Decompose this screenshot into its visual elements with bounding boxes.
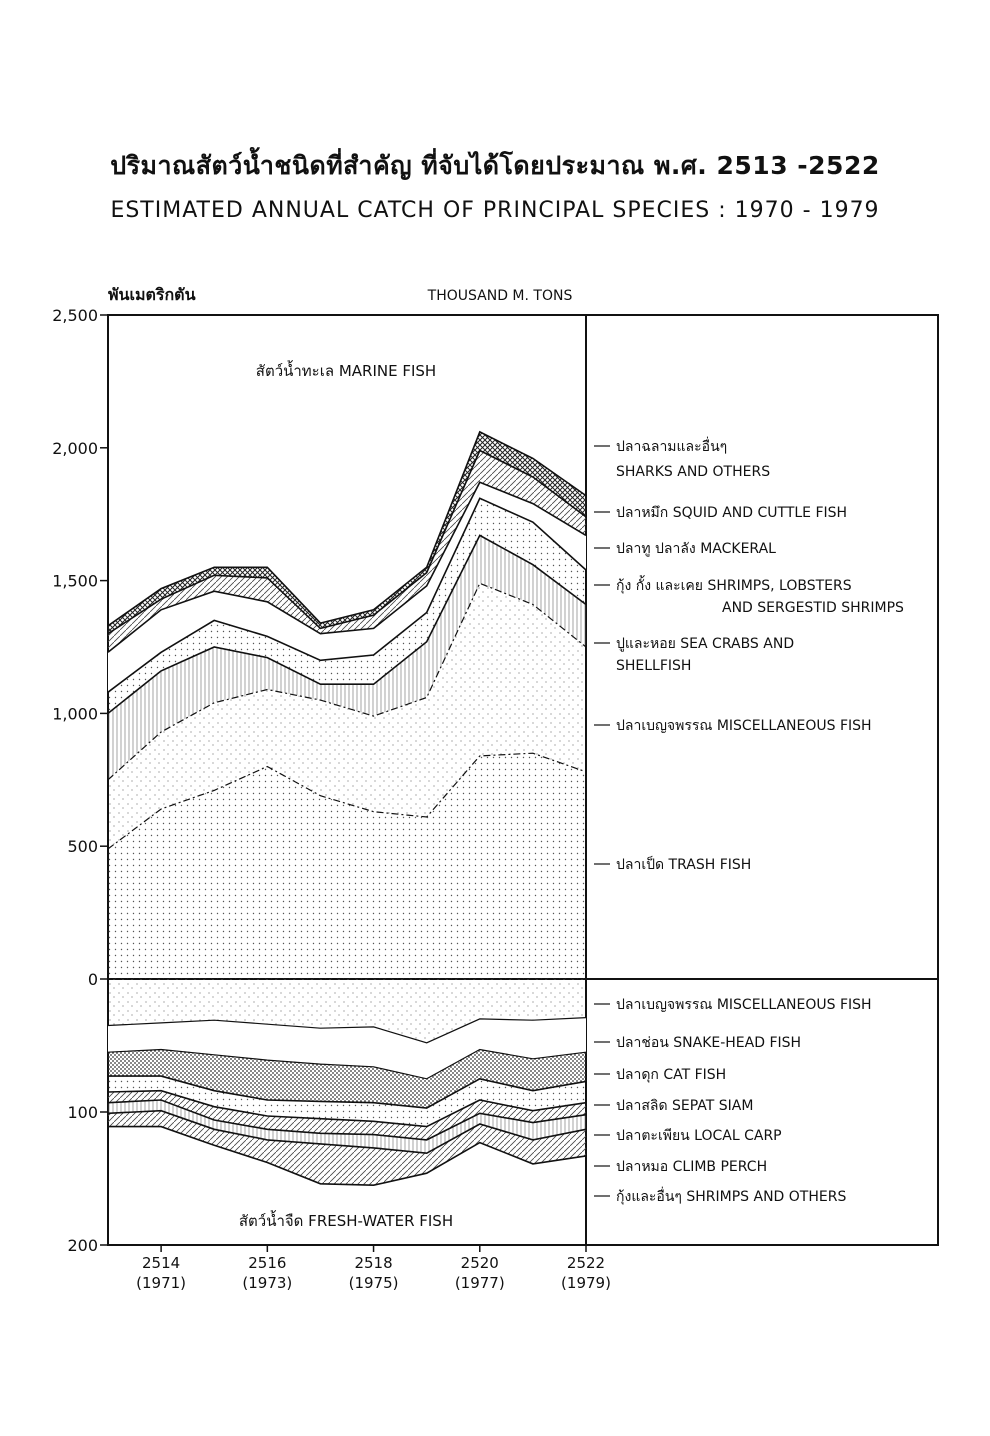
y-tick-label: 500	[67, 837, 98, 857]
x-tick-label-ce: (1979)	[561, 1274, 611, 1292]
x-tick-label-be: 2516	[248, 1254, 287, 1272]
freshwater-legend-item: ปลาดุก CAT FISH	[616, 1067, 727, 1083]
x-tick-label-be: 2514	[142, 1254, 181, 1272]
freshwater-section-label: สัตว์น้ำจืด FRESH-WATER FISH	[238, 1212, 454, 1230]
marine-legend-item: SHELLFISH	[616, 658, 692, 674]
x-tick-label-be: 2522	[566, 1254, 606, 1272]
x-tick-label-ce: (1977)	[454, 1274, 505, 1292]
marine-legend-item: กุ้ง กั้ง และเคย SHRIMPS, LOBSTERS	[616, 578, 852, 594]
x-tick-label-ce: (1973)	[242, 1274, 293, 1292]
y-tick-label: 2,000	[52, 438, 98, 458]
freshwater-legend-item: ปลาตะเพียน LOCAL CARP	[616, 1128, 782, 1144]
freshwater-legend-item: ปลาช่อน SNAKE-HEAD FISH	[616, 1035, 802, 1051]
y-tick-label: 1,500	[52, 571, 98, 591]
y-tick-label: 200	[67, 1236, 98, 1255]
unit-label-english: THOUSAND M. TONS	[427, 288, 573, 304]
y-axis-ticks	[52, 306, 108, 1255]
y-tick-label: 100	[67, 1103, 98, 1122]
marine-legend	[594, 437, 904, 873]
y-tick-label: 0	[87, 970, 98, 989]
x-tick-label-be: 2520	[460, 1254, 499, 1272]
freshwater-legend	[594, 997, 872, 1205]
unit-label-thai: พันเมตริกตัน	[108, 285, 196, 304]
freshwater-legend-item: ปลาเบญจพรรณ MISCELLANEOUS FISH	[616, 997, 872, 1013]
freshwater-legend-item: กุ้งและอื่นๆ SHRIMPS AND OTHERS	[616, 1189, 847, 1205]
marine-legend-item: ปลาทู ปลาลัง MACKERAL	[616, 541, 776, 557]
x-tick-label-ce: (1971)	[136, 1274, 187, 1292]
marine-legend-item: ปลาเบญจพรรณ MISCELLANEOUS FISH	[616, 718, 872, 734]
x-axis-ticks	[136, 1245, 611, 1292]
marine-section-label: สัตว์น้ำทะเล MARINE FISH	[255, 362, 437, 380]
marine-legend-item: ปูและหอย SEA CRABS AND	[616, 636, 795, 652]
marine-legend-item: ปลาหมึก SQUID AND CUTTLE FISH	[616, 505, 848, 521]
marine-legend-item: AND SERGESTID SHRIMPS	[722, 600, 904, 616]
x-tick-label-be: 2518	[354, 1254, 393, 1272]
marine-legend-item: ปลาฉลามและอื่นๆ	[616, 439, 728, 455]
chart-title-thai: ปริมาณสัตว์น้ำชนิดที่สำคัญ ที่จับได้โดยประมาณ พ.ศ. 2513 -2522	[110, 151, 880, 180]
y-tick-label: 2,500	[52, 306, 98, 325]
freshwater-legend-item: ปลาสลิด SEPAT SIAM	[616, 1098, 754, 1114]
freshwater-legend-item: ปลาหมอ CLIMB PERCH	[616, 1159, 768, 1175]
marine-legend-item: SHARKS AND OTHERS	[616, 464, 771, 480]
x-tick-label-ce: (1975)	[348, 1274, 399, 1292]
chart-title-english: ESTIMATED ANNUAL CATCH OF PRINCIPAL SPECIES : 1970 - 1979	[110, 198, 880, 223]
freshwater-areas	[108, 979, 586, 1185]
y-tick-label: 1,000	[52, 704, 98, 724]
marine-legend-item: ปลาเป็ด TRASH FISH	[616, 857, 752, 873]
